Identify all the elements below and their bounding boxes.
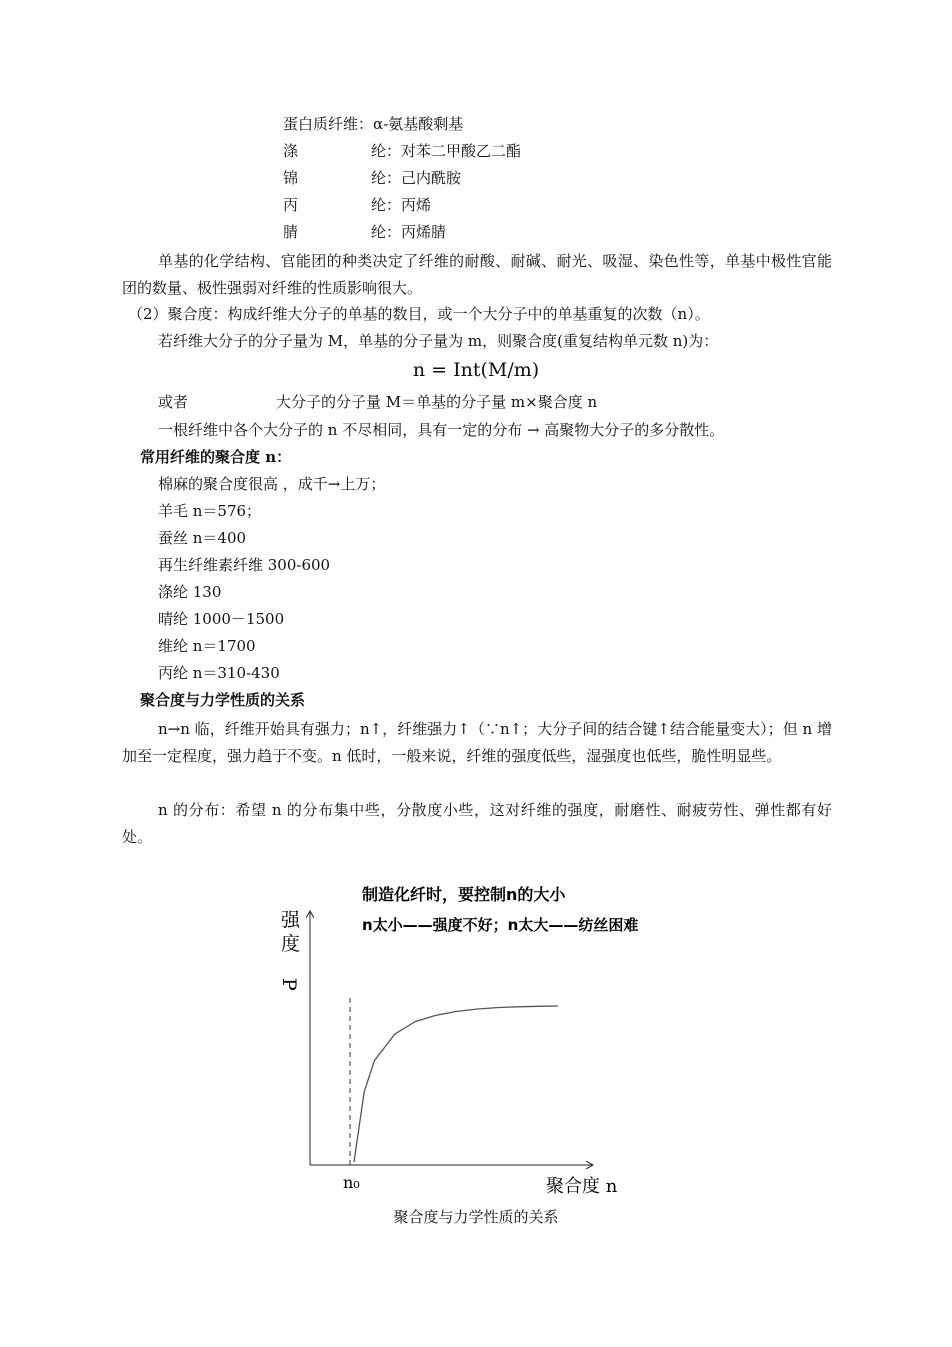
list-item-value: 己内酰胺: [401, 169, 462, 187]
paragraph-degree-definition: （2）聚合度：构成纤维大分子的单基的数目，或一个大分子中的单基重复的次数（n）。: [128, 305, 710, 323]
dp-item: 丙纶 n＝310-430: [158, 664, 280, 682]
threshold-label: n₀: [343, 1173, 360, 1192]
chart-svg: [0, 870, 952, 1210]
dp-item: 晴纶 1000－1500: [158, 610, 285, 628]
dp-item: 维纶 n＝1700: [158, 637, 256, 655]
list-item-name: 丙: [283, 196, 299, 214]
paragraph-dp-strength: n→n 临，纤维开始具有强力；n↑，纤维强力↑（∵n↑；大分子间的结合键↑结合能量变大）；但 n 增加至一定程度，强力趋于不变。n 低时，一般来说，纤维的强度低些，湿强度也低些，脆性明显些。: [122, 720, 832, 765]
chart-subtitle: n太小——强度不好；n太大——纺丝困难: [362, 916, 639, 934]
list-item-suffix: 纶：: [371, 169, 402, 187]
heading-common-dp: 常用纤维的聚合度 n：: [140, 448, 292, 466]
dp-item: 涤纶 130: [158, 583, 222, 601]
list-item-name: 涤: [283, 142, 299, 160]
or-formula-text: 大分子的分子量 M＝单基的分子量 m×聚合度 n: [276, 393, 598, 411]
list-item-polyester: [283, 141, 521, 161]
list-item-acrylic: [283, 222, 446, 242]
dp-item: 羊毛 n＝576；: [158, 502, 262, 520]
list-item-value: α-氨基酸剩基: [373, 115, 464, 133]
list-item-name: 锦: [283, 169, 299, 187]
list-item-suffix: 纶：: [371, 142, 402, 160]
list-item-name: 腈: [283, 223, 299, 241]
dp-item: 棉麻的聚合度很高 ，成千→上万；: [158, 475, 386, 493]
strength-curve: [354, 1006, 558, 1162]
list-item-suffix: 纶：: [371, 223, 402, 241]
dp-item: 再生纤维素纤维 300-600: [158, 556, 331, 574]
y-axis-label-char: 强: [281, 909, 301, 931]
list-item-protein: [283, 114, 463, 134]
list-item-name: 蛋白质纤维：: [283, 115, 374, 133]
y-axis-label: [278, 909, 301, 991]
formula: n = Int(M/m): [412, 359, 540, 381]
list-item-value: 丙烯腈: [401, 223, 447, 241]
paragraph-monomer-structure: 单基的化学结构、官能团的种类决定了纤维的耐酸、耐碱、耐光、吸湿、染色性等，单基中极性官能团的数量、极性强弱对纤维的性质影响很大。: [122, 252, 832, 297]
y-axis-label-char: 度: [281, 933, 301, 955]
list-item-nylon: [283, 168, 461, 188]
heading-dp-mechanics: 聚合度与力学性质的关系: [140, 691, 306, 709]
paragraph-polydispersity: 一根纤维中各个大分子的 n 不尽相同，具有一定的分布 → 高聚物大分子的多分散性。: [158, 421, 725, 439]
list-item-value: 丙烯: [401, 196, 432, 214]
or-label: 或者: [158, 393, 189, 411]
list-item-suffix: 纶：: [371, 196, 402, 214]
y-axis-label-char: P: [278, 978, 300, 991]
list-item-value: 对苯二甲酸乙二酯: [401, 142, 522, 160]
list-item-polypropylene: [283, 195, 431, 215]
chart-title: 制造化纤时，要控制n的大小: [362, 885, 566, 904]
chart-caption: 聚合度与力学性质的关系: [393, 1208, 559, 1226]
x-axis-label: 聚合度 n: [546, 1176, 618, 1197]
paragraph-dp-distribution: n 的分布：希望 n 的分布集中些，分散度小些，这对纤维的强度，耐磨性、耐疲劳性、弹性都有好处。: [122, 801, 832, 846]
strength-chart: [0, 870, 952, 1230]
dp-item: 蚕丝 n＝400: [158, 529, 247, 547]
paragraph-formula-intro: 若纤维大分子的分子量为 M，单基的分子量为 m，则聚合度(重复结构单元数 n)为：: [158, 332, 719, 350]
